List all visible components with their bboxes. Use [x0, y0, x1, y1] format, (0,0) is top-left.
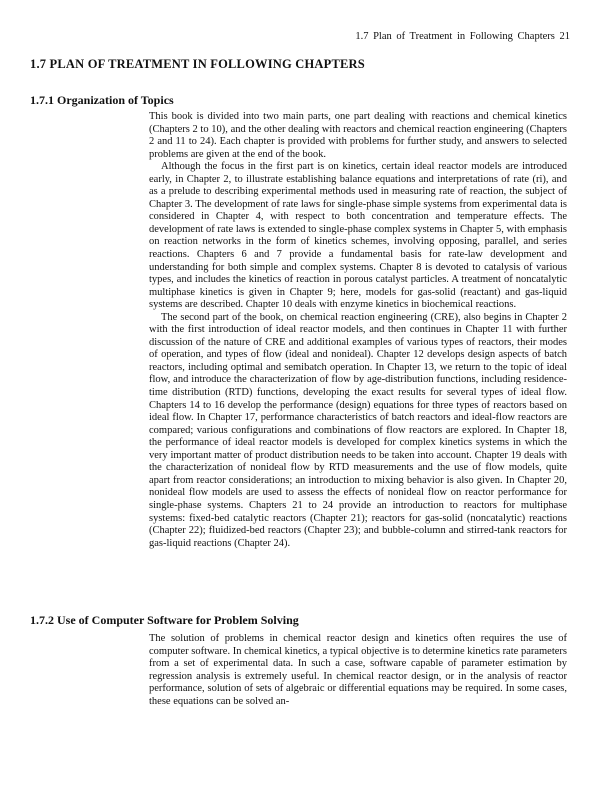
subsection-body-organization — [149, 111, 567, 550]
paragraph: The solution of problems in chemical reactor design and kinetics often requires the use of computer software. In chemical kinetics, a typical objective is to determine kinetics rate parameters from a set of experimental data. In such a case, software capable of parameter estimation by regression analysis is extremely useful. In chemical reactor design, or in the analysis of reactor performance, solution of sets of algebraic or differential equations may be required. In some cases, these equations can be solved an- — [149, 633, 567, 707]
subsection-title-organization: 1.7.1 Organization of Topics — [30, 93, 174, 107]
running-head: 1.7 Plan of Treatment in Following Chapters 21 — [355, 31, 570, 42]
subsection-title-software: 1.7.2 Use of Computer Software for Problem Solving — [30, 613, 299, 627]
section-title: 1.7 PLAN OF TREATMENT IN FOLLOWING CHAPTERS — [30, 57, 365, 71]
paragraph: The second part of the book, on chemical reaction engineering (CRE), also begins in Chapter 2 with the first introduction of ideal reactor models, and then continues in Chapter 11 with further discussion of the nature of CRE and additional examples of various types of reactors, their modes of operation, and types of flow (ideal and nonideal). Chapter 12 develops design aspects of batch reactors, including optimal and semibatch operation. In Chapter 13, we return to the topic of ideal flow, and introduce the characterization of flow by age-distribution functions, including residence-time distribution (RTD) functions, developing the exact results for several types of ideal flow. Chapters 14 to 16 develop the performance (design) equations for three types of reactors based on ideal flow. In Chapter 17, performance characteristics of batch reactors and ideal-flow reactors are compared; various configurations and combinations of flow reactors are explored. In Chapter 18, the performance of ideal reactor models is developed for complex kinetics systems in which the very important matter of product distribution needs to be taken into account. Chapter 19 deals with the characterization of nonideal flow by RTD measurements and the use of flow models, quite apart from reactor considerations; an introduction to mixing behavior is also given. In Chapter 20, nonideal flow models are used to assess the effects of nonideal flow on reactor performance for single-phase systems. Chapters 21 to 24 provide an introduction to reactors for multiphase systems: fixed-bed catalytic reactors (Chapter 21); reactors for gas-solid (noncatalytic) reactions (Chapter 22); fluidized-bed reactors (Chapter 23); and bubble-column and stirred-tank reactors for gas-liquid reactions (Chapter 24). — [149, 311, 567, 549]
paragraph: This book is divided into two main parts, one part dealing with reactions and chemical kinetics (Chapters 2 to 10), and the other dealing with reactors and chemical reaction engineering (Chapters 2 and 11 to 24). Each chapter is provided with problems for further study, and answers to selected problems are given at the end of the book. — [149, 111, 567, 160]
paragraph: Although the focus in the first part is on kinetics, certain ideal reactor models are introduced early, in Chapter 2, to illustrate establishing balance equations and interpretations of rate (ri), and as a prelude to describing experimental methods used in measuring rate of reaction, the subject of Chapter 3. The development of rate laws for single-phase simple systems from experimental data is considered in Chapter 4, with respect to both concentration and temperature effects. The development of rate laws is extended to single-phase complex systems in Chapter 5, with emphasis on reaction networks in the form of kinetics schemes, involving opposing, parallel, and series reactions. Chapters 6 and 7 provide a fundamental basis for rate-law development and understanding for both simple and complex systems. Chapter 8 is devoted to catalysis of various types, and includes the kinetics of reaction in porous catalyst particles. A treatment of noncatalytic multiphase kinetics is given in Chapter 9; here, models for gas-solid (reactant) and gas-liquid systems are described. Chapter 10 deals with enzyme kinetics in biochemical reactions. — [149, 161, 567, 311]
subsection-body-software — [149, 633, 567, 708]
